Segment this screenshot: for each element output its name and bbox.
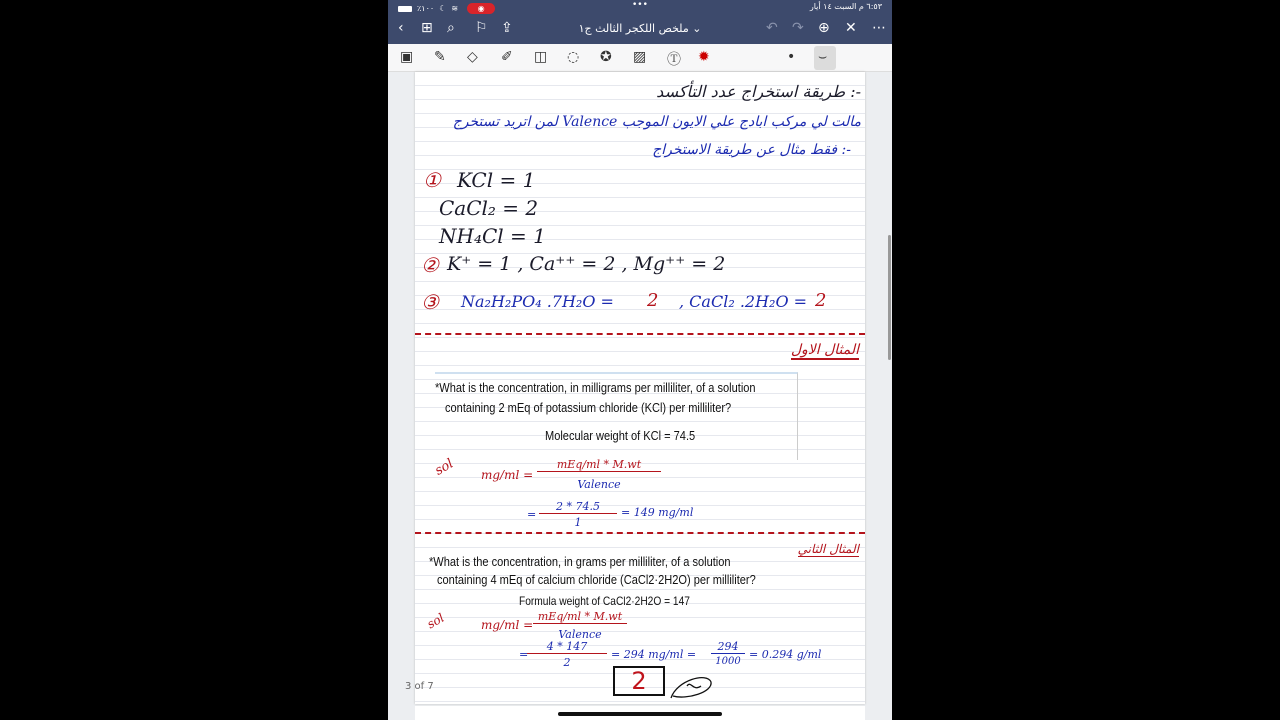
question1: *What is the concentration, in milligrams per milliliter, of a solution (435, 380, 756, 395)
document-title[interactable] (388, 22, 892, 35)
sol-label: sol (432, 456, 457, 479)
question2: *What is the concentration, in grams per milliliter, of a solution (429, 554, 731, 569)
example-line: KCl = 1 (457, 168, 536, 192)
wifi-icon: ≋ (451, 4, 459, 13)
example2-title: المثال الثاني (797, 542, 859, 556)
number-marker: ② (421, 253, 439, 277)
image-icon[interactable]: ▨ (633, 49, 647, 65)
formula-weight: Formula weight of CaCl2·2H2O = 147 (519, 594, 690, 608)
equals: = (527, 508, 537, 521)
example-line: CaCl₂ = 2 (439, 196, 539, 220)
redo-icon[interactable]: ↷ (792, 20, 804, 36)
grid-icon[interactable]: ⊞ (421, 20, 433, 36)
page-icon[interactable]: ▣ (400, 49, 414, 65)
lasso-icon[interactable]: ◌ (567, 49, 580, 65)
share-icon[interactable]: ⇪ (501, 20, 513, 36)
signature (667, 670, 717, 704)
example-line: Na₂H₂PO₄ .7H₂O = (461, 292, 614, 311)
number-marker: ① (423, 168, 441, 192)
chevron-down-icon: ⌄ (692, 22, 702, 35)
nav-bar (388, 15, 892, 44)
question1: containing 2 mEq of potassium chloride (KCl) per milliliter? (445, 400, 732, 415)
ipad-screen (388, 0, 892, 720)
text-icon[interactable]: Ⓣ (667, 52, 681, 68)
notes-line: لمن اتريد تستخرج Valence مالت لي مركب ابادج علي الايون الموجب (452, 114, 861, 130)
formula-numerator: 2 * 74.5 (539, 500, 617, 514)
sol-label: sol (424, 610, 447, 632)
laser-pointer-icon[interactable]: ✹ (698, 49, 710, 65)
formula-lhs: mg/ml = (481, 468, 534, 482)
moon-icon: ☾ (439, 4, 447, 13)
number-marker: ③ (421, 290, 439, 314)
time-date: ٦:٥٣ م السبت ١٤ أيار (809, 2, 882, 11)
stroke-curve-icon[interactable]: ⌣ (818, 49, 828, 65)
formula-result: = 0.294 g/ml (749, 648, 822, 661)
pen-size-dot[interactable]: • (787, 49, 796, 65)
molecular-weight: Molecular weight of KCl = 74.5 (545, 428, 696, 443)
formula-denominator: 1 (574, 516, 582, 529)
search-icon[interactable]: ⌕ (447, 20, 455, 36)
pen-icon[interactable]: ✎ (434, 49, 446, 65)
title-text: ملخص اللكجر الثالث ج١ (578, 22, 689, 35)
formula-result: = 294 mg/ml = (611, 648, 697, 661)
formula-denominator: Valence (558, 628, 602, 641)
scrollbar[interactable] (888, 235, 891, 360)
example1-title: المثال الاول (790, 342, 859, 358)
notes-heading: طريقة استخراج عدد التأكسد :- (656, 82, 861, 101)
formula-numerator: 294 (711, 640, 745, 654)
valence-value: 2 (815, 290, 827, 311)
sticker-icon[interactable]: ✪ (600, 49, 612, 65)
page-number-box: 2 (613, 666, 665, 696)
formula-denominator: Valence (577, 478, 621, 491)
multitask-dots[interactable]: ••• (632, 0, 648, 10)
home-indicator[interactable] (558, 712, 722, 716)
formula-numerator: mEq/ml * M.wt (537, 458, 661, 472)
question2: containing 4 mEq of calcium chloride (CaCl2·2H2O) per milliliter? (437, 572, 756, 587)
bookmark-icon[interactable]: ⚐ (475, 20, 488, 36)
formula-denominator: 1000 (715, 656, 741, 667)
undo-icon[interactable]: ↶ (766, 20, 778, 36)
status-bar (388, 0, 892, 15)
more-icon[interactable]: ⋯ (872, 20, 886, 36)
equals: = (519, 648, 529, 661)
divider (415, 532, 865, 536)
formula-result: = 149 mg/ml (621, 506, 694, 519)
formula-lhs: mg/ml = (481, 618, 534, 632)
page-indicator: 3 of 7 (405, 681, 434, 692)
screen-recording-indicator[interactable]: ◉ (467, 3, 495, 14)
notebook-page[interactable] (415, 72, 865, 704)
eraser-icon[interactable]: ◇ (467, 49, 478, 65)
example-line: K⁺ = 1 , Ca⁺⁺ = 2 , Mg⁺⁺ = 2 (447, 253, 726, 275)
example-line: , CaCl₂ .2H₂O = (679, 292, 808, 311)
shapes-icon[interactable]: ◫ (534, 49, 548, 65)
battery-icon (398, 6, 412, 12)
formula-numerator: 4 * 147 (527, 640, 607, 654)
formula-denominator: 2 (563, 656, 571, 669)
valence-value: 2 (647, 290, 659, 311)
close-icon[interactable]: ✕ (845, 20, 857, 36)
formula-numerator: mEq/ml * M.wt (533, 610, 627, 624)
highlighter-icon[interactable]: ✐ (501, 49, 513, 65)
add-page-icon[interactable]: ⊕ (818, 20, 830, 36)
back-icon[interactable]: ‹ (398, 20, 404, 36)
notes-line: فقط مثال عن طريقة الاستخراج :- (652, 142, 851, 158)
divider (415, 333, 865, 337)
tool-bar (388, 44, 892, 72)
example-line: NH₄Cl = 1 (439, 224, 546, 248)
battery-level: ٪١٠٠ (417, 4, 435, 13)
